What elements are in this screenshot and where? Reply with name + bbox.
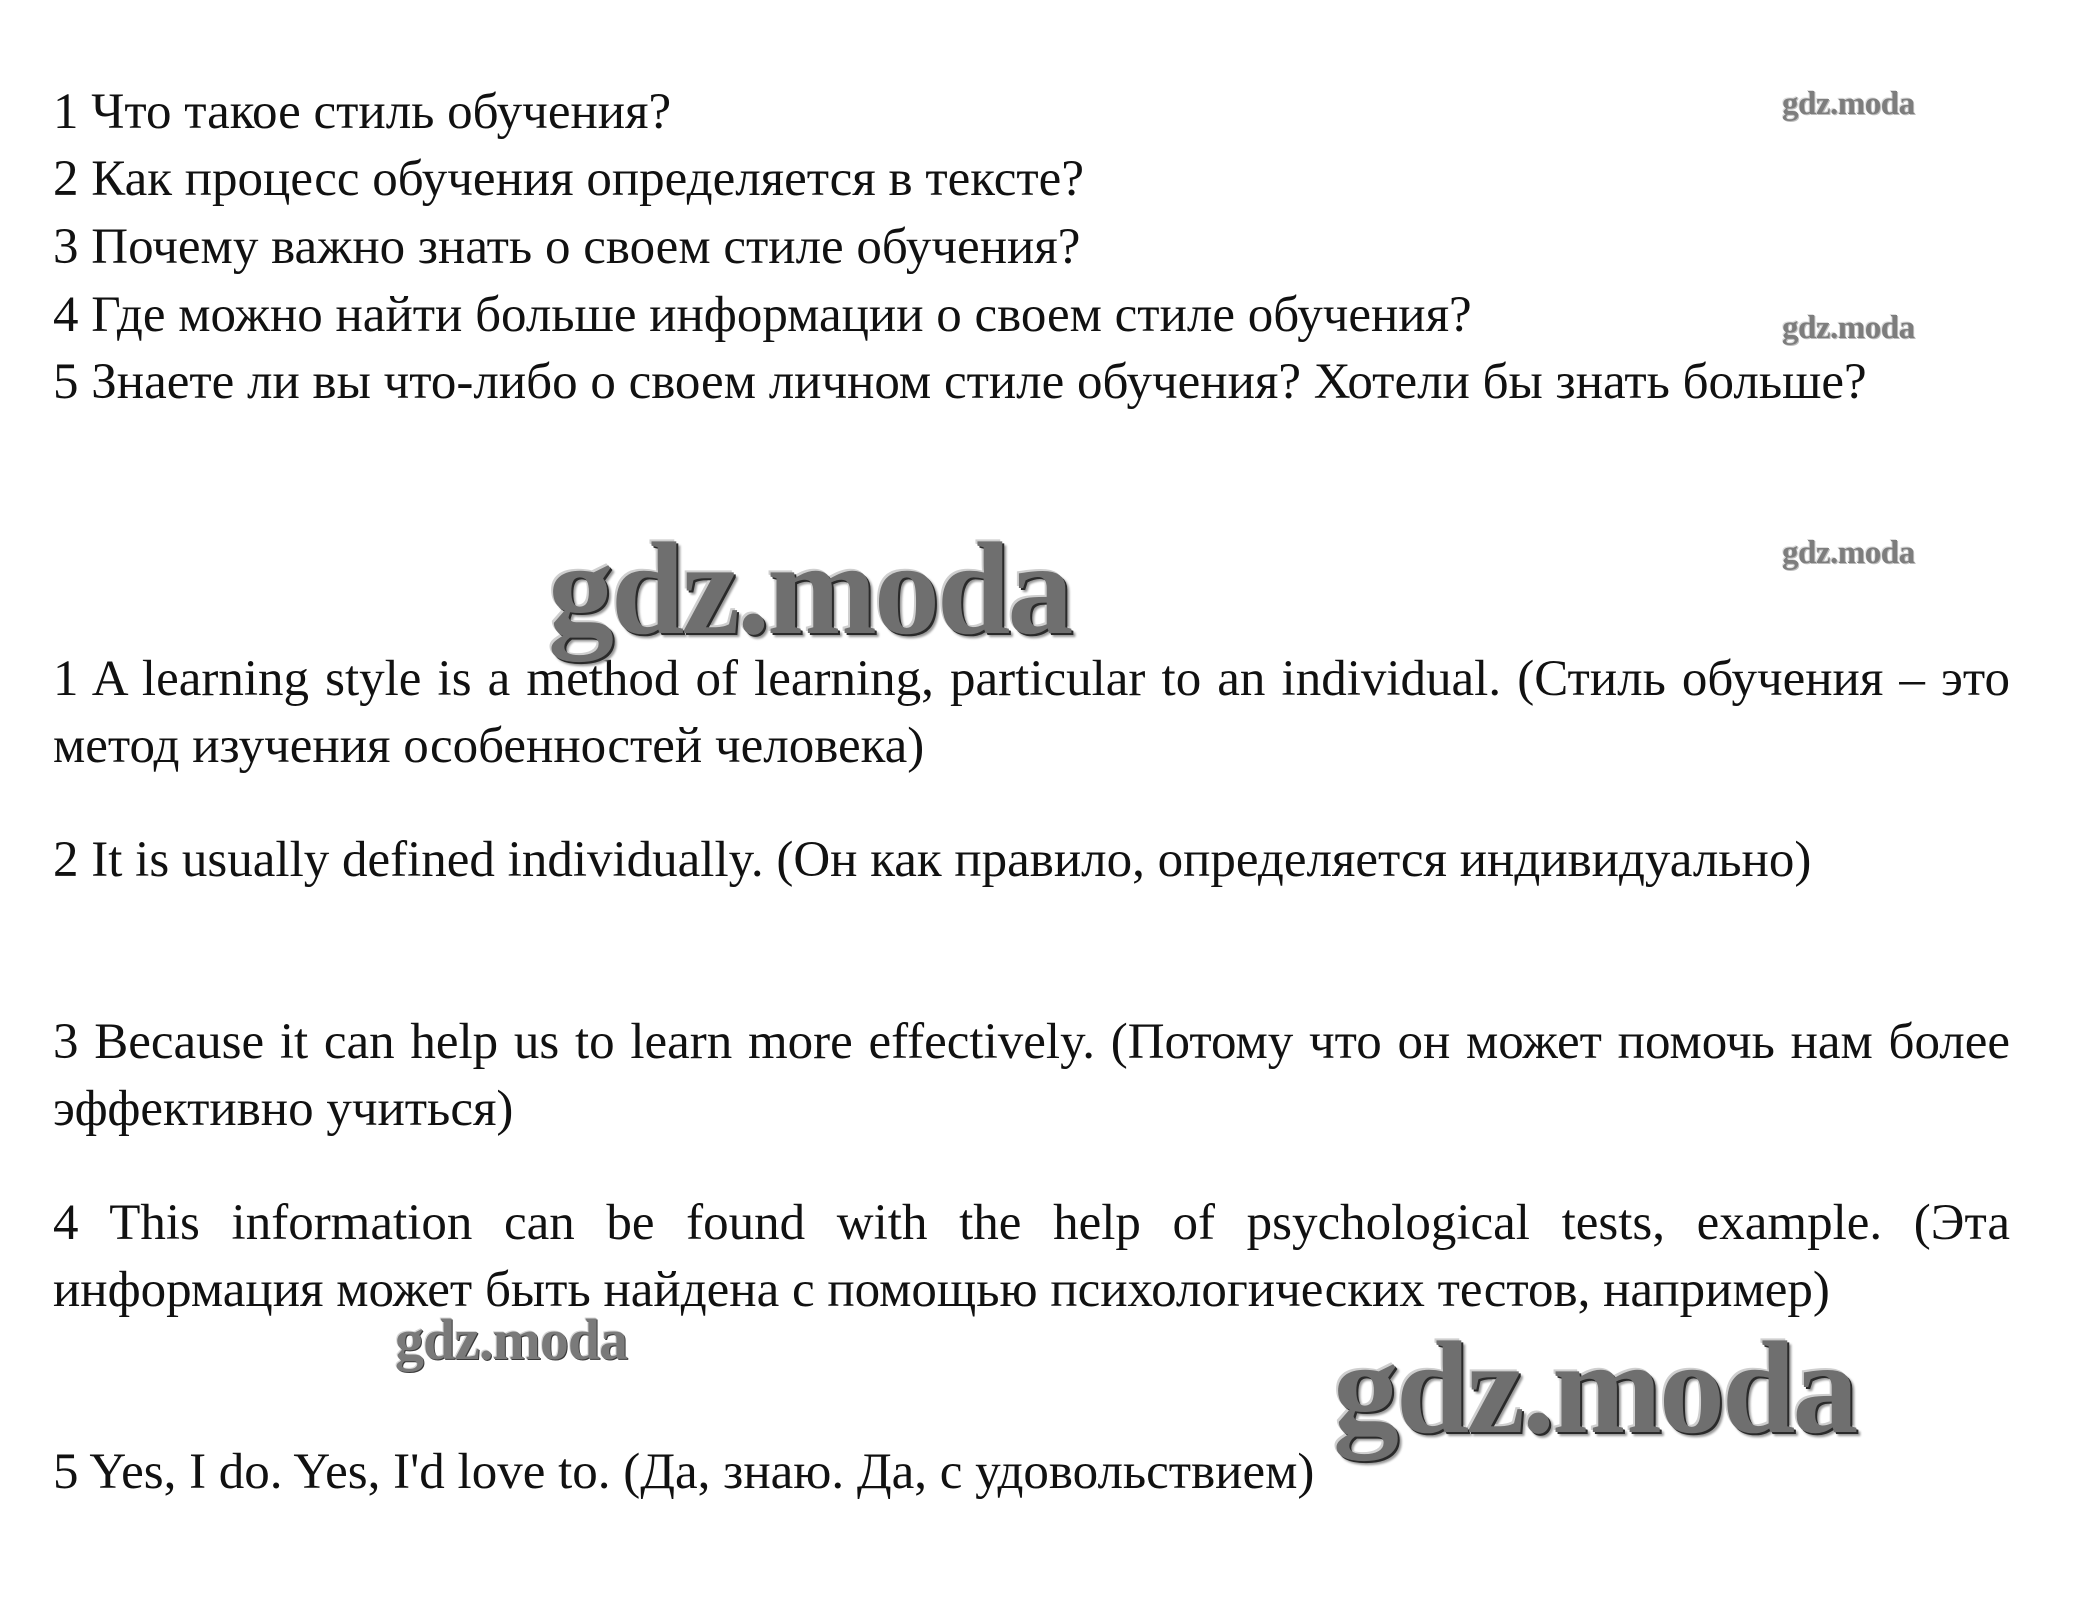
watermark-small: gdz.moda xyxy=(1782,535,1915,571)
question-3: 3 Почему важно знать о своем стиле обучения? xyxy=(53,219,1081,275)
question-5: 5 Знаете ли вы что-либо о своем личном стиле обучения? Хотели бы знать больше? xyxy=(53,354,1867,410)
watermark-small: gdz.moda xyxy=(1782,310,1915,346)
answer-2: 2 It is usually defined individually. (Он как правило, определяется индивидуально) xyxy=(53,832,1812,888)
answer-1: 1 A learning style is a method of learning, particular to an individual. (Стиль обучения – это метод изучения особенностей человека) xyxy=(53,651,2010,774)
question-4: 4 Где можно найти больше информации о своем стиле обучения? xyxy=(53,287,1472,343)
watermark-large: gdz.moda xyxy=(1333,1314,1856,1461)
answer-3: 3 Because it can help us to learn more effectively. (Потому что он может помочь нам более эффективно учиться) xyxy=(53,1014,2010,1137)
answer-4: 4 This information can be found with the help of psychological tests, example. (Эта информация может быть найдена с помощью психологических тестов, например) xyxy=(53,1195,2010,1318)
watermark-large: gdz.moda xyxy=(548,515,1071,662)
watermark-small: gdz.moda xyxy=(1782,86,1915,122)
watermark-medium: gdz.moda xyxy=(395,1307,628,1372)
answer-5: 5 Yes, I do. Yes, I'd love to. (Да, знаю. Да, с удовольствием) xyxy=(53,1444,1315,1500)
question-2: 2 Как процесс обучения определяется в тексте? xyxy=(53,151,1084,207)
question-1: 1 Что такое стиль обучения? xyxy=(53,84,672,140)
